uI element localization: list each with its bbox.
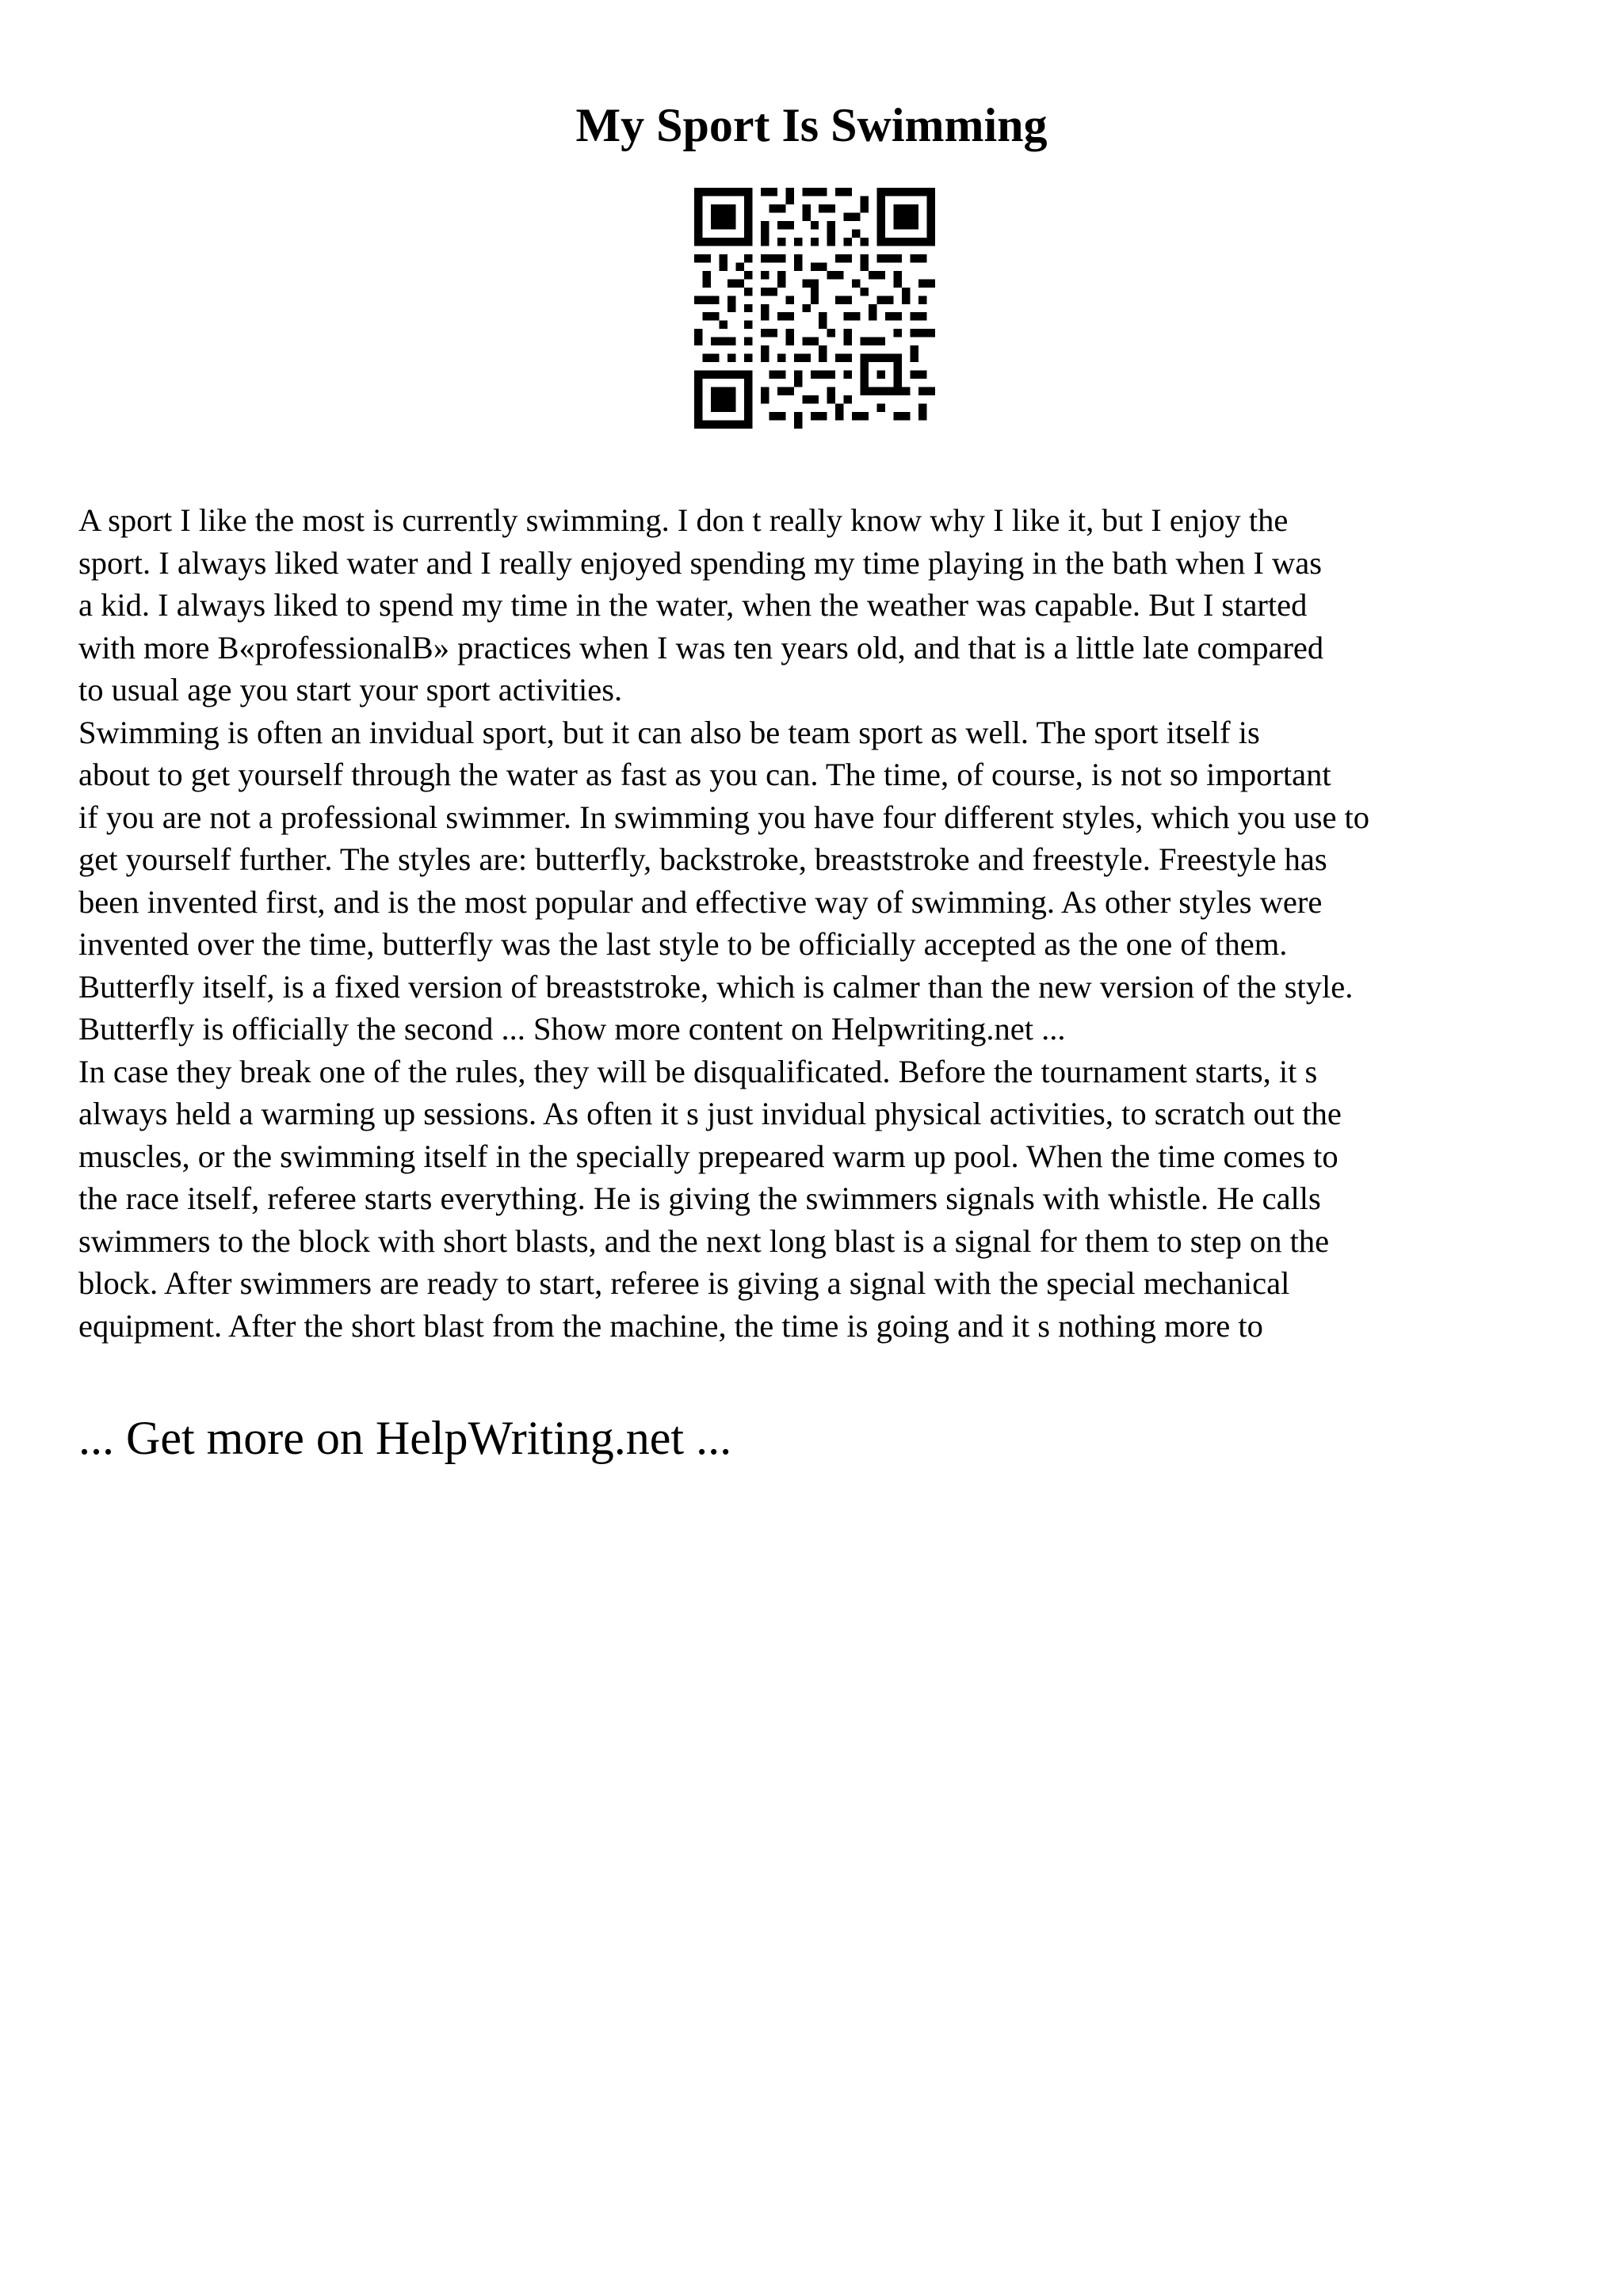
- text-line: been invented first, and is the most popular and effective way of swimming. As other styles were: [78, 883, 1323, 920]
- text-line: equipment. After the short blast from the machine, the time is going and it s nothing more to: [78, 1307, 1263, 1344]
- get-more-link[interactable]: ... Get more on HelpWriting.net ...: [78, 1412, 732, 1464]
- text-line: get yourself further. The styles are: butterfly, backstroke, breaststroke and freestyle. Freestyle has: [78, 841, 1327, 877]
- text-line: to usual age you start your sport activities.: [78, 672, 623, 707]
- text-line: sport. I always liked water and I really enjoyed spending my time playing in the bath when I was: [78, 544, 1322, 581]
- text-line: In case they break one of the rules, they will be disqualificated. Before the tournament starts, it s: [78, 1053, 1318, 1089]
- text-line: always held a warming up sessions. As often it s just invidual physical activities, to scratch out the: [78, 1096, 1342, 1131]
- text-line: a kid. I always liked to spend my time in the water, when the weather was capable. But I started: [78, 587, 1308, 623]
- essay-body: [78, 499, 1584, 1347]
- text-line: Swimming is often an invidual sport, but it can also be team sport as well. The sport itself is: [78, 714, 1260, 750]
- text-line: if you are not a professional swimmer. In swimming you have four different styles, which you use to: [78, 799, 1370, 835]
- text-line: swimmers to the block with short blasts, and the next long blast is a signal for them to step on the: [78, 1222, 1330, 1259]
- text-line: Butterfly is officially the second ... Show more content on Helpwriting.net ...: [78, 1011, 1066, 1047]
- text-line: block. After swimmers are ready to start, referee is giving a signal with the special mechanical: [78, 1265, 1290, 1301]
- page-title: My Sport Is Swimming: [575, 99, 1048, 151]
- text-line: muscles, or the swimming itself in the specially prepeared warm up pool. When the time comes to: [78, 1138, 1338, 1174]
- text-line: the race itself, referee starts everything. He is giving the swimmers signals with whistle. He calls: [78, 1180, 1321, 1216]
- text-line: A sport I like the most is currently swimming. I don t really know why I like it, but I enjoy the: [78, 502, 1289, 538]
- text-line: with more B«professionalB» practices when I was ten years old, and that is a little late compared: [78, 629, 1324, 666]
- text-line: invented over the time, butterfly was the last style to be officially accepted as the one of them.: [78, 926, 1288, 962]
- qr-code-icon: [694, 188, 935, 429]
- text-line: Butterfly itself, is a fixed version of breaststroke, which is calmer than the new version of the style.: [78, 968, 1354, 1005]
- text-line: about to get yourself through the water as fast as you can. The time, of course, is not so important: [78, 757, 1331, 792]
